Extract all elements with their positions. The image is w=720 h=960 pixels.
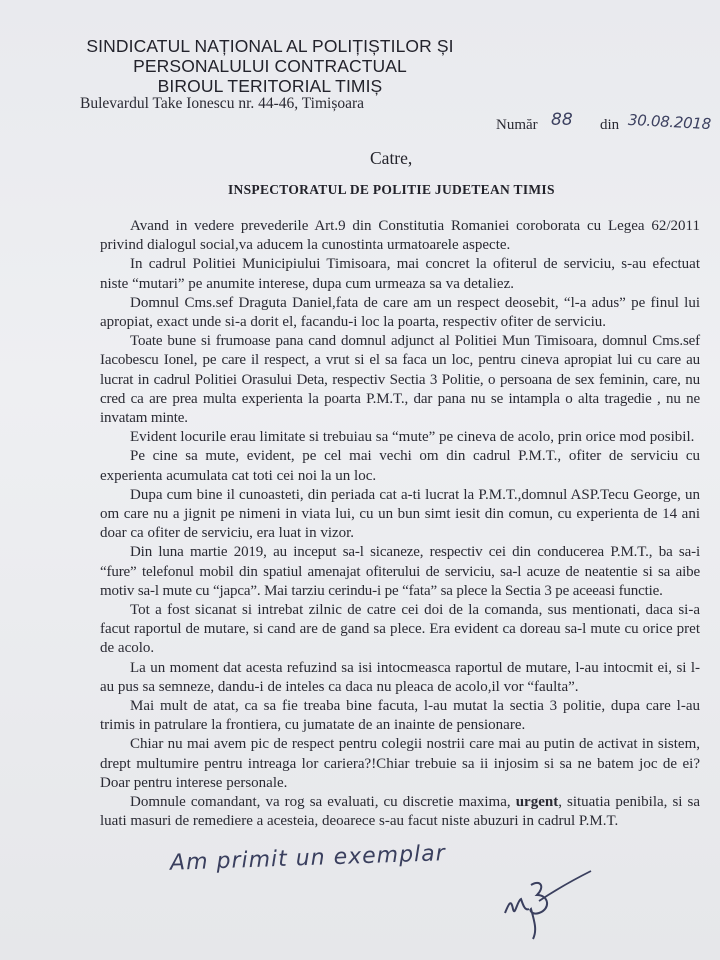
paragraph: Evident locurile erau limitate si trebuiau sa “mute” pe cineva de acolo, prin orice mod posibil. (130, 429, 695, 446)
closing-paragraph: Domnule comandant, va rog sa evaluati, cu discretie maxima, urgent, situatia penibila, si sa luati masuri de remediere a acesteia, deoarece s-au facut niste abuzuri in cadrul P.M.T. (100, 794, 701, 830)
paragraph: Avand in vedere prevederile Art.9 din Constitutia Romaniei coroborata cu Legea 62/2011 privind dialogul social,va aducem la cunostinta urmatoarele aspecte. (100, 218, 700, 254)
paragraph: Mai mult de atat, ca sa fie treaba bine facuta, l-au mutat la sectia 3 politie, dupa care l-au trimis in patrulare la frontiera, cu jumatate de an inainte de pensionare. (100, 698, 700, 734)
urgent-emphasis: urgent (515, 794, 559, 811)
paragraph: In cadrul Politiei Municipiului Timisoara, mai concret la ofiterul de serviciu, s-au efectuat niste “mutari” pe anumite interese, dupa cum urmeaza sa va detaliez. (100, 256, 700, 292)
header-office: BIROUL TERITORIAL TIMIȘ (157, 76, 383, 96)
paragraph: La un moment dat acesta refuzind sa isi intocmeasca raportul de mutare, l-au intocmit ei, si l-au pus sa semneze, dandu-i de inteles ca daca nu pleaca de acolo,il vor “faulta”. (100, 659, 700, 695)
paragraph: Toate bune si frumoase pana cand domnul adjunct al Politiei Mun Timisoara, domnul Cms.sef Iacobescu Ionel, pe care il respect, a vrut si el sa faca un loc, pentru cineva apropiat lui cu care au lucrat in cadrul Politiei Orasului Deta, respectiv Sectia 3 Politie, o persoana de sex feminin, care, nu cred ca are prea multa experienta la poarta P.M.T., dar pana nu se intampla o alta tragedie , nu ne invatam minte. (100, 333, 700, 427)
paragraph: Domnul Cms.sef Draguta Daniel,fata de care am un respect deosebit, “l-a adus” pe finul lui apropiat, exact unde si-a dorit el, facandu-i loc la poarta, respectiv ofiter de serviciu. (100, 294, 700, 331)
letter-body (100, 217, 700, 832)
paragraph: Dupa cum bine il cunoasteti, din periada cat a-ti lucrat la P.M.T.,domnul ASP.Tecu George, un om care nu a jignit pe nimeni in viata lui, cu un bun simt iesit din comun, cu experienta de 14 ani doar ca ofiter de serviciu, era luat in vizor. (100, 486, 700, 542)
paragraph: Pe cine sa mute, evident, pe cel mai vechi om din cadrul P.M.T., ofiter de serviciu cu experienta acumulata cat toti cei noi la un loc. (100, 448, 700, 484)
paragraph: Tot a fost sicanat si intrebat zilnic de catre cei doi de la comanda, sus mentionati, daca si-a facut raportul de mutare, si cand are de gand sa plece. Era evident ca doreau sa-l mute cu orice pret de acolo. (100, 602, 700, 657)
number-value: 88 (551, 110, 573, 130)
number-label: Număr (496, 117, 538, 133)
header-staff-line: PERSONALULUI CONTRACTUAL (133, 56, 407, 76)
recipient-name: INSPECTORATUL DE POLITIE JUDETEAN TIMIS (228, 182, 555, 197)
signature-mark (495, 865, 605, 945)
addressee-salutation: Catre, (370, 148, 413, 168)
handwritten-receipt-note: Am primit un exemplar (169, 841, 447, 876)
date-value: 30.08.2018 (627, 110, 712, 134)
paragraph: Din luna martie 2019, au inceput sa-l sicaneze, respectiv cei din conducerea P.M.T., ba sa-i “fure” telefonul mobil din spatiul amenajat ofiterului de serviciu, sa-l acuze de neatentie si sa aibe motiv sa-l mute cu “japca”. Mai tarziu cerindu-i pe “fata” sa plece la Sectia 3 pe aceeasi functie. (100, 544, 700, 599)
header-union-name: SINDICATUL NAȚIONAL AL POLIȚIȘTILOR ȘI (86, 36, 454, 56)
header-address: Bulevardul Take Ionescu nr. 44-46, Timișoara (80, 95, 365, 112)
paragraph: Chiar nu mai avem pic de respect pentru colegii nostrii care mai au putin de activat in sistem, drept multumire pentru intreaga lor cariera?!Chiar trebuie sa ii injosim si sa ne batem joc de ei?Doar pentru interese personale. (100, 736, 700, 791)
date-label: din (600, 117, 620, 133)
